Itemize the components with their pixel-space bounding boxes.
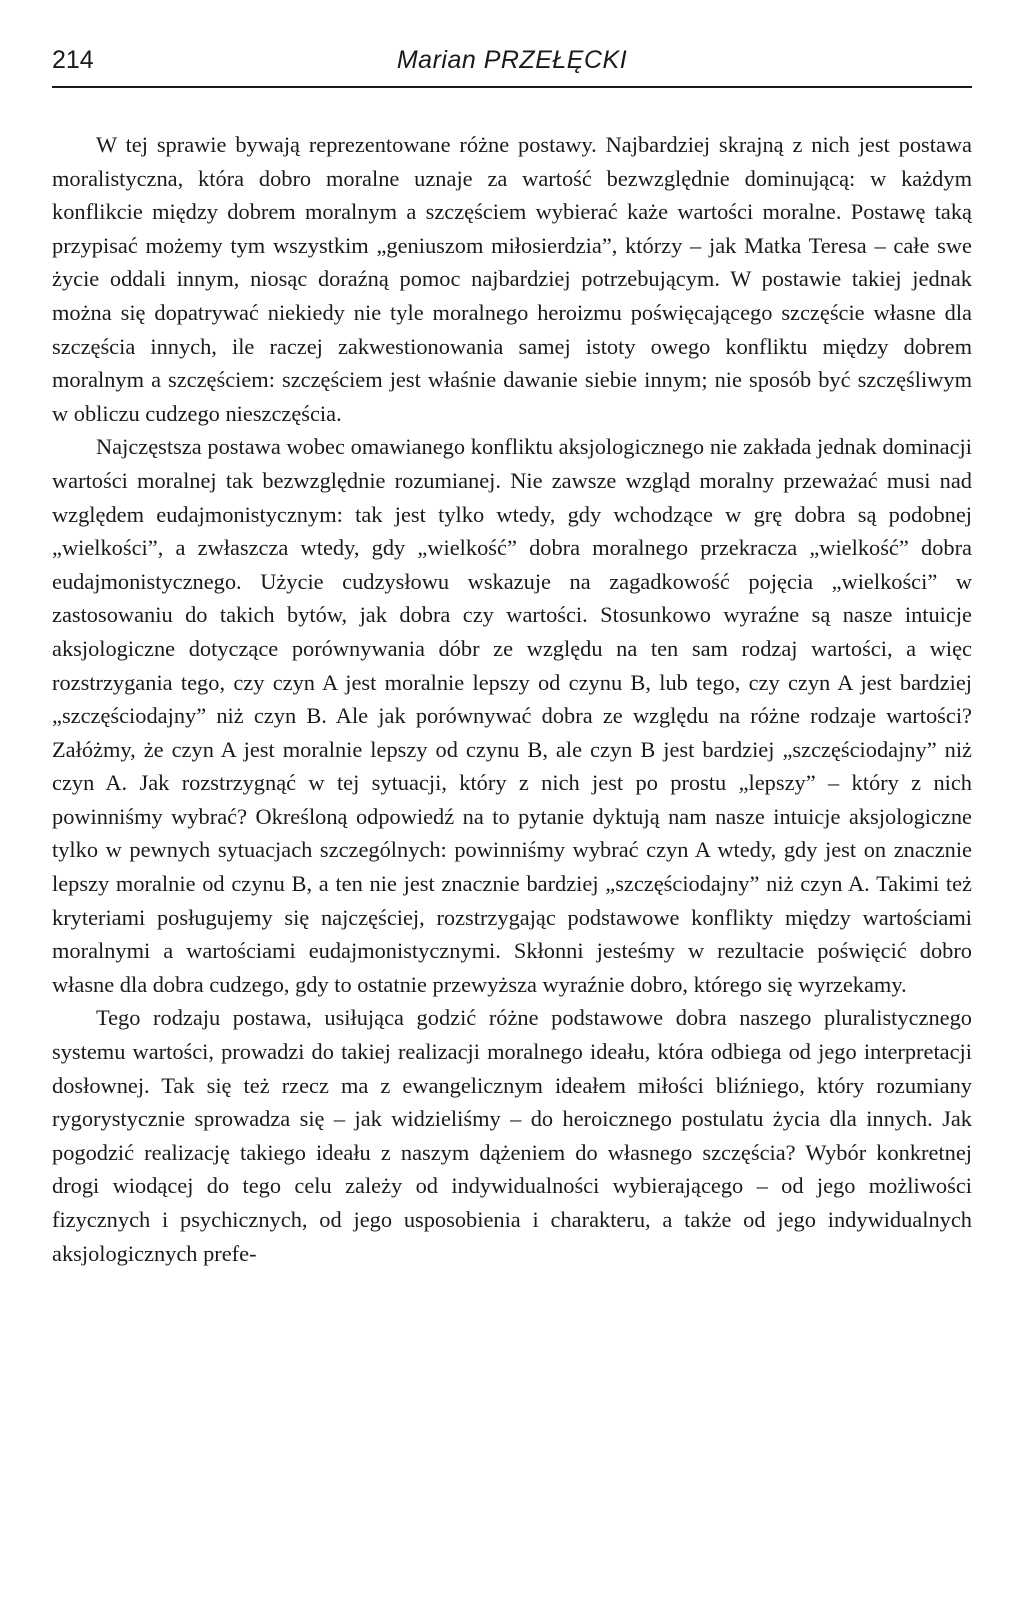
paragraph-2: Najczęstsza postawa wobec omawianego konfliktu aksjologicznego nie zakłada jednak dominacji wartości moralnej tak bezwzględnie rozumianej. Nie zawsze wzgląd moralny przeważać musi nad względem eudajmonistycznym: tak jest tylko wtedy, gdy wchodzące w grę dobra są podobnej „wielkości”, a zwłaszcza wtedy, gdy „wielkość” dobra moralnego przekracza „wielkość” dobra eudajmonistycznego. Użycie cudzysłowu wskazuje na zagadkowość pojęcia „wielkości” w zastosowaniu do takich bytów, jak dobra czy wartości. Stosunkowo wyraźne są nasze intuicje aksjologiczne dotyczące porównywania dóbr ze względu na ten sam rodzaj wartości, a więc rozstrzygania tego, czy czyn A jest moralnie lepszy od czynu B, lub tego, czy czyn A jest bardziej „szczęściodajny” niż czyn B. Ale jak porównywać dobra ze względu na różne rodzaje wartości? Załóżmy, że czyn A jest moralnie lepszy od czynu B, ale czyn B jest bardziej „szczęściodajny” niż czyn A. Jak rozstrzygnąć w tej sytuacji, który z nich jest po prostu „lepszy” – który z nich powinniśmy wybrać? Określoną odpowiedź na to pytanie dyktują nam nasze intuicje aksjologiczne tylko w pewnych sytuacjach szczególnych: powinniśmy wybrać czyn A wtedy, gdy jest on znacznie lepszy moralnie od czynu B, a ten nie jest znacznie bardziej „szczęściodajny” niż czyn A. Takimi też kryteriami posługujemy się najczęściej, rozstrzygając podstawowe konflikty między wartościami moralnymi a wartościami eudajmonistycznymi. Skłonni jesteśmy w rezultacie poświęcić dobro własne dla dobra cudzego, gdy to ostatnie przewyższa wyraźnie dobro, którego się wyrzekamy. bbox=[52, 434, 972, 997]
page-number: 214 bbox=[52, 46, 94, 74]
document-page bbox=[52, 40, 972, 1270]
paragraph-1: W tej sprawie bywają reprezentowane różne postawy. Najbardziej skrajną z nich jest postawa moralistyczna, która dobro moralne uznaje za wartość bezwzględnie dominującą: w każdym konflikcie między dobrem moralnym a szczęściem wybierać każe wartości moralne. Postawę taką przypisać możemy tym wszystkim „geniuszom miłosierdzia”, którzy – jak Matka Teresa – całe swe życie oddali innym, niosąc doraźną pomoc najbardziej potrzebującym. W postawie takiej jednak można się dopatrywać niekiedy nie tyle moralnego heroizmu poświęcającego szczęście własne dla szczęścia innych, ile raczej zakwestionowania samej istoty owego konfliktu między dobrem moralnym a szczęściem: szczęściem jest właśnie dawanie siebie innym; nie sposób być szczęśliwym w obliczu cudzego nieszczęścia. bbox=[52, 132, 972, 426]
running-head: Marian PRZEŁĘCKI bbox=[396, 46, 628, 74]
paragraph-3: Tego rodzaju postawa, usiłująca godzić różne podstawowe dobra naszego pluralistycznego systemu wartości, prowadzi do takiej realizacji moralnego ideału, która odbiega od jego interpretacji dosłownej. Tak się też rzecz ma z ewangelicznym ideałem miłości bliźniego, który rozumiany rygorystycznie sprowadza się – jak widzieliśmy – do heroicznego postulatu życia dla innych. Jak pogodzić realizację takiego ideału z naszym dążeniem do własnego szczęścia? Wybór konkretnej drogi wiodącej do tego celu zależy od indywidualności wybierającego – od jego możliwości fizycznych i psychicznych, od jego usposobienia i charakteru, a także od jego indywidualnych aksjologicznych prefe- bbox=[52, 1005, 972, 1266]
body-text bbox=[52, 128, 972, 1270]
page-header bbox=[52, 40, 972, 88]
